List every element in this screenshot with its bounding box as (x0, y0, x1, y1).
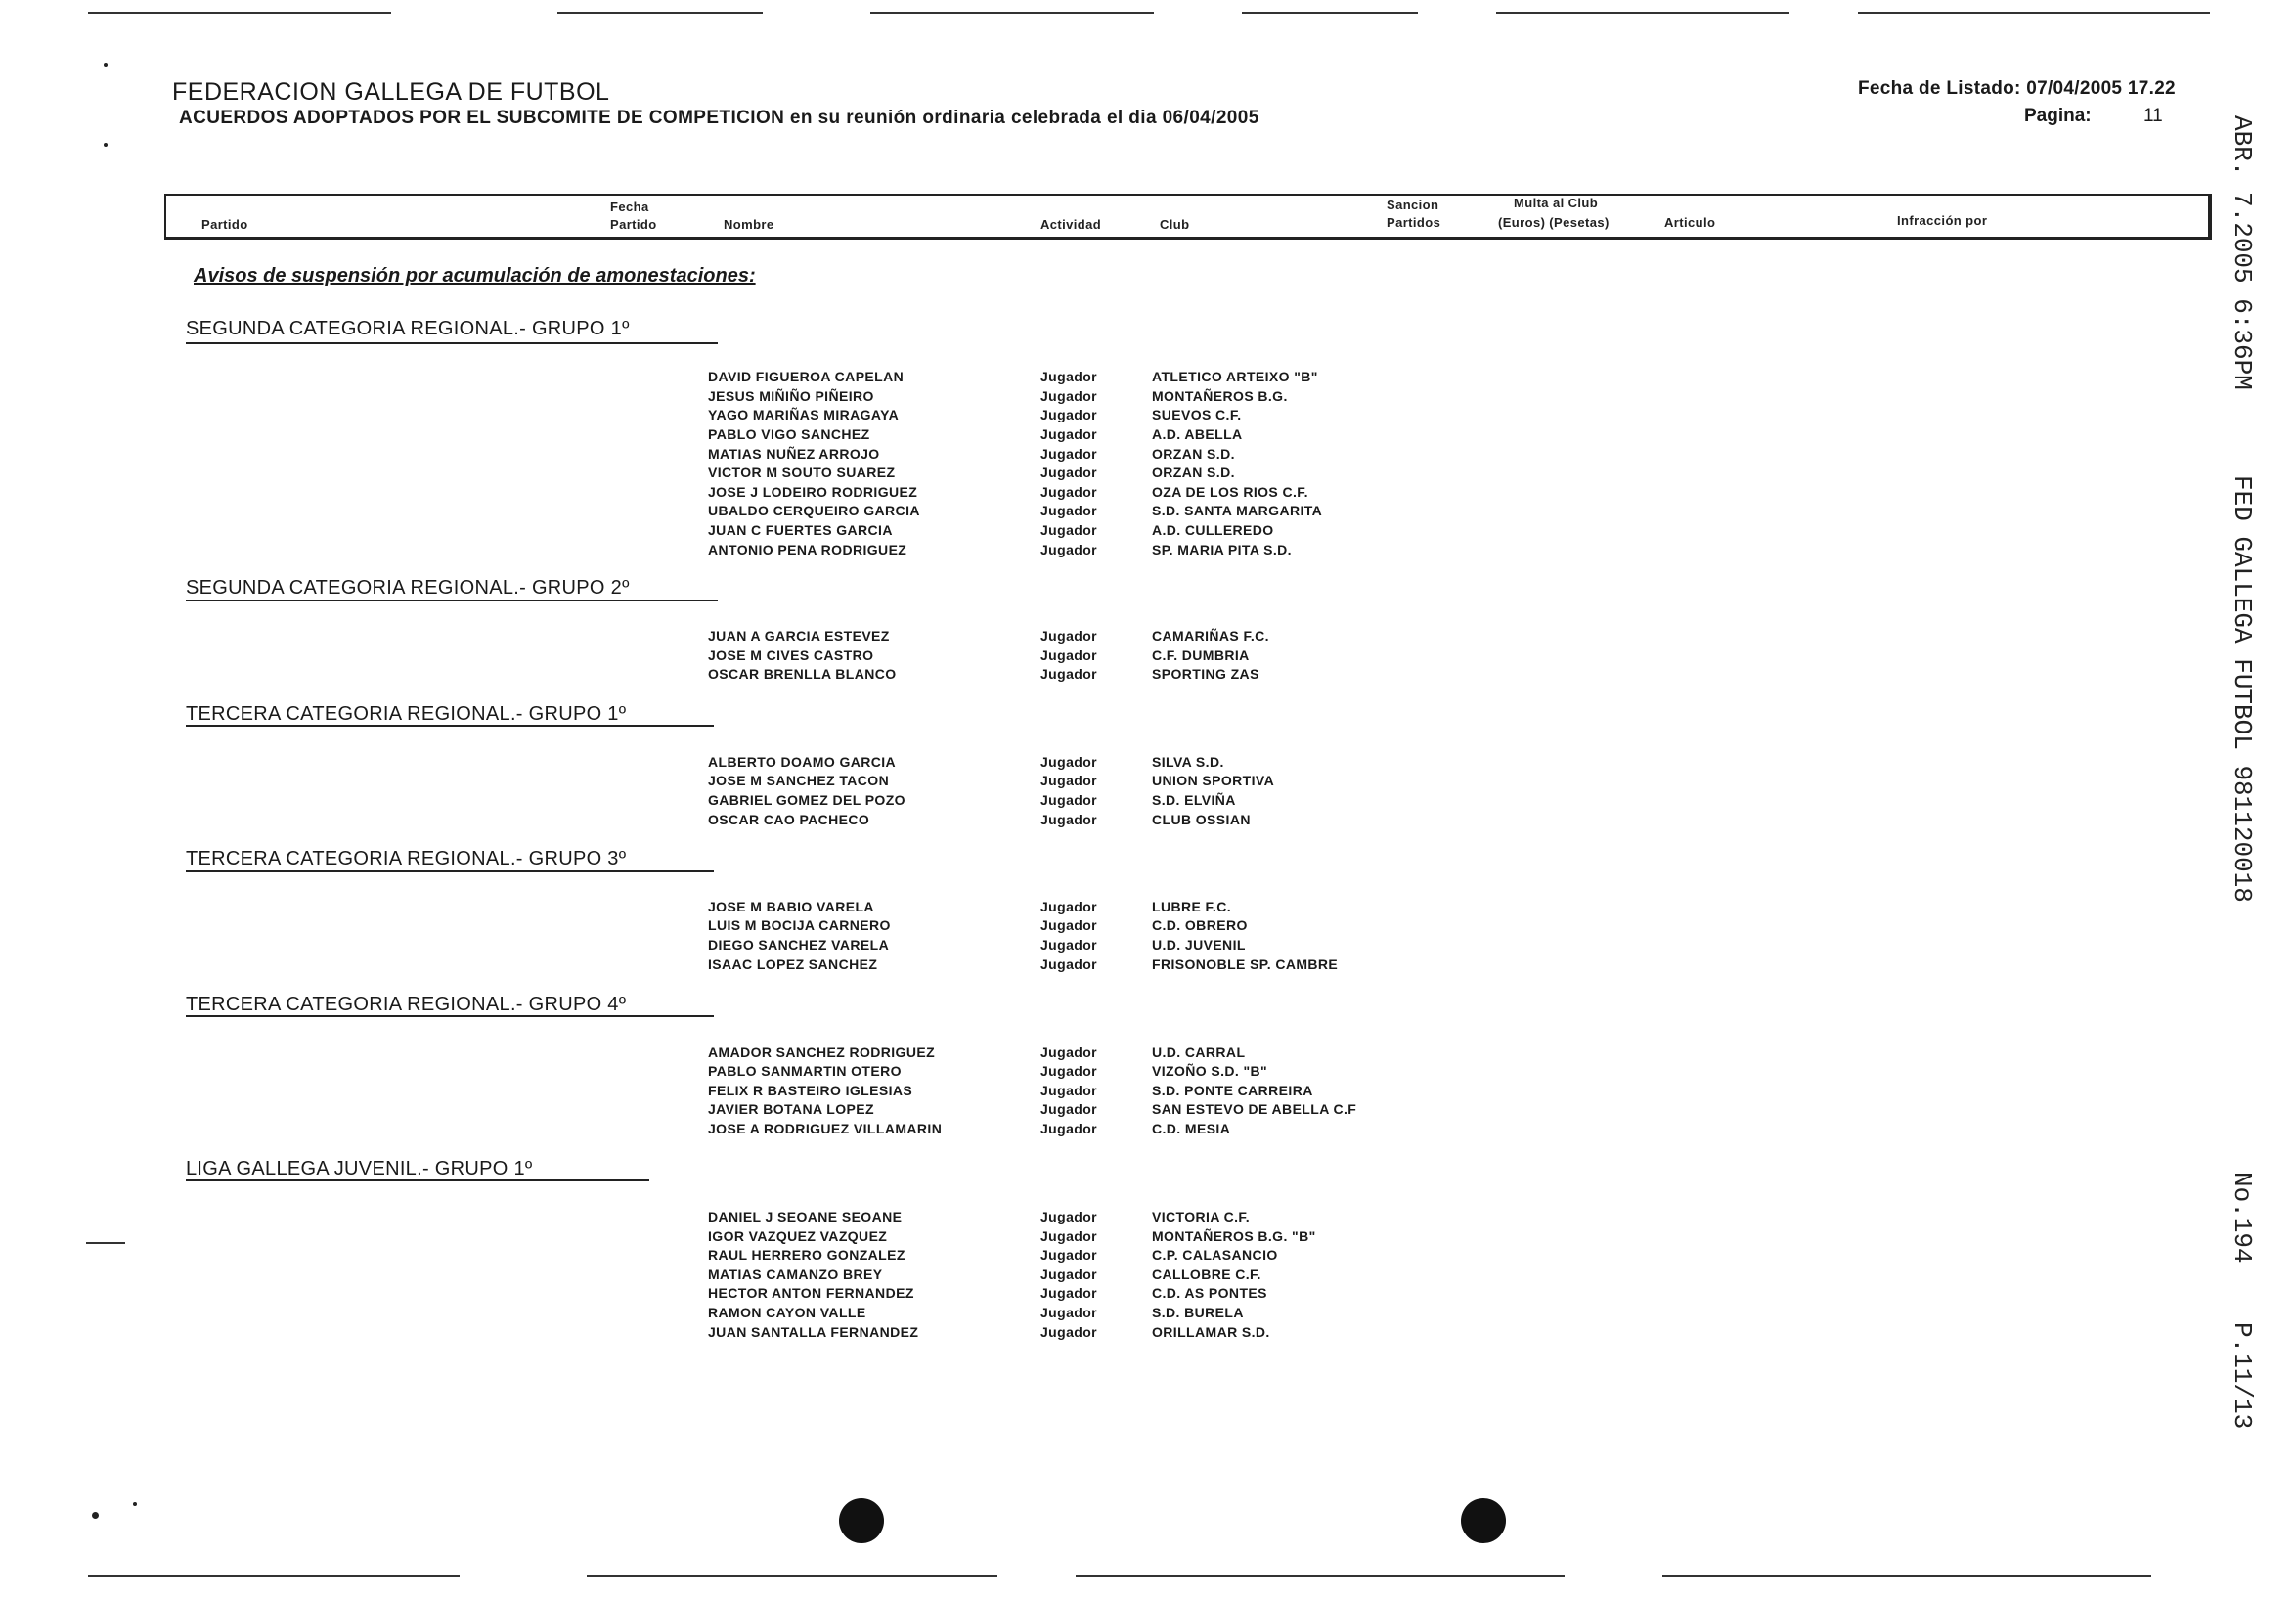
activity: Jugador (1040, 1044, 1098, 1060)
player-name: DANIEL J SEOANE SEOANE (708, 1209, 903, 1224)
club-name: FRISONOBLE SP. CAMBRE (1152, 956, 1339, 972)
player-name: HECTOR ANTON FERNANDEZ (708, 1285, 914, 1301)
scan-speck (133, 1502, 137, 1506)
player-name: JAVIER BOTANA LOPEZ (708, 1101, 874, 1117)
activity: Jugador (1040, 388, 1098, 404)
player-name: JUAN SANTALLA FERNANDEZ (708, 1324, 919, 1340)
club-name: A.D. CULLEREDO (1152, 522, 1274, 538)
player-name: RAMON CAYON VALLE (708, 1305, 866, 1320)
col-club: Club (1160, 217, 1190, 232)
activity: Jugador (1040, 812, 1098, 827)
scan-speck (104, 143, 108, 147)
activity: Jugador (1040, 484, 1098, 500)
club-name: C.D. AS PONTES (1152, 1285, 1267, 1301)
scan-artifact-line (1662, 1575, 2151, 1577)
notice-heading: Avisos de suspensión por acumulación de amonestaciones: (194, 265, 756, 287)
club-name: CALLOBRE C.F. (1152, 1267, 1261, 1282)
punch-hole (1461, 1498, 1506, 1543)
activity: Jugador (1040, 647, 1098, 663)
club-name: C.D. OBRERO (1152, 917, 1248, 933)
player-name: PABLO VIGO SANCHEZ (708, 426, 870, 442)
activity: Jugador (1040, 503, 1098, 518)
page-label: Pagina: (2024, 106, 2092, 126)
player-name: GABRIEL GOMEZ DEL POZO (708, 792, 905, 808)
player-name: ISAAC LOPEZ SANCHEZ (708, 956, 878, 972)
club-name: VIZOÑO S.D. "B" (1152, 1063, 1268, 1079)
section-underline (186, 1179, 649, 1181)
activity: Jugador (1040, 1063, 1098, 1079)
activity: Jugador (1040, 1101, 1098, 1117)
player-name: JOSE J LODEIRO RODRIGUEZ (708, 484, 918, 500)
scan-artifact-line (1076, 1575, 1565, 1577)
activity: Jugador (1040, 937, 1098, 953)
activity: Jugador (1040, 1305, 1098, 1320)
activity: Jugador (1040, 465, 1098, 480)
activity: Jugador (1040, 1247, 1098, 1263)
activity: Jugador (1040, 1285, 1098, 1301)
club-name: LUBRE F.C. (1152, 899, 1231, 914)
activity: Jugador (1040, 792, 1098, 808)
activity: Jugador (1040, 917, 1098, 933)
section-underline (186, 600, 718, 601)
scan-artifact-line (587, 1575, 997, 1577)
club-name: U.D. JUVENIL (1152, 937, 1246, 953)
fax-timestamp: ABR. 7.2005 6:36PM (2228, 115, 2257, 390)
player-name: JOSE M BABIO VARELA (708, 899, 874, 914)
scan-speck (92, 1512, 99, 1519)
listing-date: Fecha de Listado: 07/04/2005 17.22 (1858, 78, 2176, 99)
player-name: FELIX R BASTEIRO IGLESIAS (708, 1083, 913, 1098)
club-name: SPORTING ZAS (1152, 666, 1259, 682)
club-name: SAN ESTEVO DE ABELLA C.F (1152, 1101, 1357, 1117)
col-nombre: Nombre (724, 217, 774, 232)
player-name: MATIAS NUÑEZ ARROJO (708, 446, 880, 462)
club-name: ORZAN S.D. (1152, 465, 1235, 480)
club-name: SP. MARIA PITA S.D. (1152, 542, 1292, 557)
col-actividad: Actividad (1040, 217, 1102, 232)
activity: Jugador (1040, 1121, 1098, 1136)
activity: Jugador (1040, 628, 1098, 644)
club-name: S.D. ELVIÑA (1152, 792, 1236, 808)
section-title: TERCERA CATEGORIA REGIONAL.- GRUPO 3º (186, 848, 627, 869)
club-name: SILVA S.D. (1152, 754, 1224, 770)
club-name: C.F. DUMBRIA (1152, 647, 1250, 663)
activity: Jugador (1040, 542, 1098, 557)
activity: Jugador (1040, 369, 1098, 384)
col-multa: Multa al Club (1514, 196, 1599, 210)
col-sancion: Sancion (1387, 198, 1439, 212)
activity: Jugador (1040, 1267, 1098, 1282)
section-title: TERCERA CATEGORIA REGIONAL.- GRUPO 4º (186, 994, 627, 1015)
player-name: JOSE A RODRIGUEZ VILLAMARIN (708, 1121, 943, 1136)
section-underline (186, 342, 718, 344)
activity: Jugador (1040, 1083, 1098, 1098)
player-name: JOSE M SANCHEZ TACON (708, 773, 890, 788)
activity: Jugador (1040, 407, 1098, 422)
activity: Jugador (1040, 773, 1098, 788)
col-sancion-partidos: Partidos (1387, 215, 1441, 230)
player-name: ANTONIO PENA RODRIGUEZ (708, 542, 907, 557)
player-name: LUIS M BOCIJA CARNERO (708, 917, 891, 933)
club-name: ATLETICO ARTEIXO "B" (1152, 369, 1318, 384)
col-multa-units: (Euros) (Pesetas) (1498, 215, 1610, 230)
scan-artifact-line (557, 12, 763, 14)
activity: Jugador (1040, 956, 1098, 972)
scan-artifact-line (1242, 12, 1418, 14)
scan-artifact-line (870, 12, 1154, 14)
page-number: 11 (2143, 106, 2163, 126)
activity: Jugador (1040, 666, 1098, 682)
fax-sender: FED GALLEGA FUTBOL 981120018 (2228, 475, 2257, 903)
scan-speck (104, 63, 108, 67)
club-name: A.D. ABELLA (1152, 426, 1243, 442)
player-name: PABLO SANMARTIN OTERO (708, 1063, 902, 1079)
player-name: IGOR VAZQUEZ VAZQUEZ (708, 1228, 888, 1244)
scan-artifact-line (88, 1575, 460, 1577)
activity: Jugador (1040, 1209, 1098, 1224)
activity: Jugador (1040, 446, 1098, 462)
player-name: UBALDO CERQUEIRO GARCIA (708, 503, 920, 518)
activity: Jugador (1040, 1324, 1098, 1340)
scan-artifact-line (1858, 12, 2210, 14)
section-title: TERCERA CATEGORIA REGIONAL.- GRUPO 1º (186, 703, 627, 725)
player-name: AMADOR SANCHEZ RODRIGUEZ (708, 1044, 936, 1060)
player-name: RAUL HERRERO GONZALEZ (708, 1247, 905, 1263)
col-infraccion: Infracción por (1897, 213, 1988, 228)
club-name: S.D. PONTE CARREIRA (1152, 1083, 1313, 1098)
col-partido: Partido (201, 217, 248, 232)
player-name: DIEGO SANCHEZ VARELA (708, 937, 890, 953)
club-name: C.D. MESIA (1152, 1121, 1231, 1136)
club-name: CAMARIÑAS F.C. (1152, 628, 1269, 644)
club-name: U.D. CARRAL (1152, 1044, 1246, 1060)
club-name: S.D. BURELA (1152, 1305, 1244, 1320)
fax-page: P.11/13 (2228, 1322, 2257, 1430)
section-underline (186, 725, 714, 727)
scan-artifact-line (1496, 12, 1789, 14)
player-name: JUAN C FUERTES GARCIA (708, 522, 893, 538)
section-title: SEGUNDA CATEGORIA REGIONAL.- GRUPO 2º (186, 577, 630, 599)
section-underline (186, 870, 714, 872)
section-title: SEGUNDA CATEGORIA REGIONAL.- GRUPO 1º (186, 318, 630, 339)
player-name: YAGO MARIÑAS MIRAGAYA (708, 407, 900, 422)
player-name: OSCAR BRENLLA BLANCO (708, 666, 897, 682)
club-name: S.D. SANTA MARGARITA (1152, 503, 1323, 518)
scan-artifact-line (88, 12, 391, 14)
club-name: VICTORIA C.F. (1152, 1209, 1251, 1224)
club-name: CLUB OSSIAN (1152, 812, 1251, 827)
club-name: SUEVOS C.F. (1152, 407, 1242, 422)
activity: Jugador (1040, 426, 1098, 442)
activity: Jugador (1040, 1228, 1098, 1244)
club-name: ORILLAMAR S.D. (1152, 1324, 1270, 1340)
document-subtitle: ACUERDOS ADOPTADOS POR EL SUBCOMITE DE COMPETICION en su reunión ordinaria celebrada el dia 06/04/2005 (179, 108, 1259, 128)
scan-artifact-line (86, 1242, 125, 1244)
activity: Jugador (1040, 899, 1098, 914)
player-name: VICTOR M SOUTO SUAREZ (708, 465, 896, 480)
player-name: JUAN A GARCIA ESTEVEZ (708, 628, 890, 644)
player-name: JOSE M CIVES CASTRO (708, 647, 874, 663)
player-name: ALBERTO DOAMO GARCIA (708, 754, 897, 770)
activity: Jugador (1040, 522, 1098, 538)
fax-number: No.194 (2228, 1172, 2257, 1264)
club-name: ORZAN S.D. (1152, 446, 1235, 462)
player-name: JESUS MIÑIÑO PIÑEIRO (708, 388, 874, 404)
section-underline (186, 1015, 714, 1017)
col-articulo: Articulo (1664, 215, 1716, 230)
club-name: UNION SPORTIVA (1152, 773, 1275, 788)
col-fecha-partido: Partido (610, 217, 657, 232)
player-name: OSCAR CAO PACHECO (708, 812, 870, 827)
player-name: MATIAS CAMANZO BREY (708, 1267, 883, 1282)
club-name: MONTAÑEROS B.G. (1152, 388, 1288, 404)
club-name: MONTAÑEROS B.G. "B" (1152, 1228, 1316, 1244)
punch-hole (839, 1498, 884, 1543)
club-name: C.P. CALASANCIO (1152, 1247, 1278, 1263)
organization-title: FEDERACION GALLEGA DE FUTBOL (172, 78, 610, 106)
club-name: OZA DE LOS RIOS C.F. (1152, 484, 1308, 500)
activity: Jugador (1040, 754, 1098, 770)
col-fecha: Fecha (610, 200, 649, 214)
player-name: DAVID FIGUEROA CAPELAN (708, 369, 905, 384)
section-title: LIGA GALLEGA JUVENIL.- GRUPO 1º (186, 1158, 533, 1179)
